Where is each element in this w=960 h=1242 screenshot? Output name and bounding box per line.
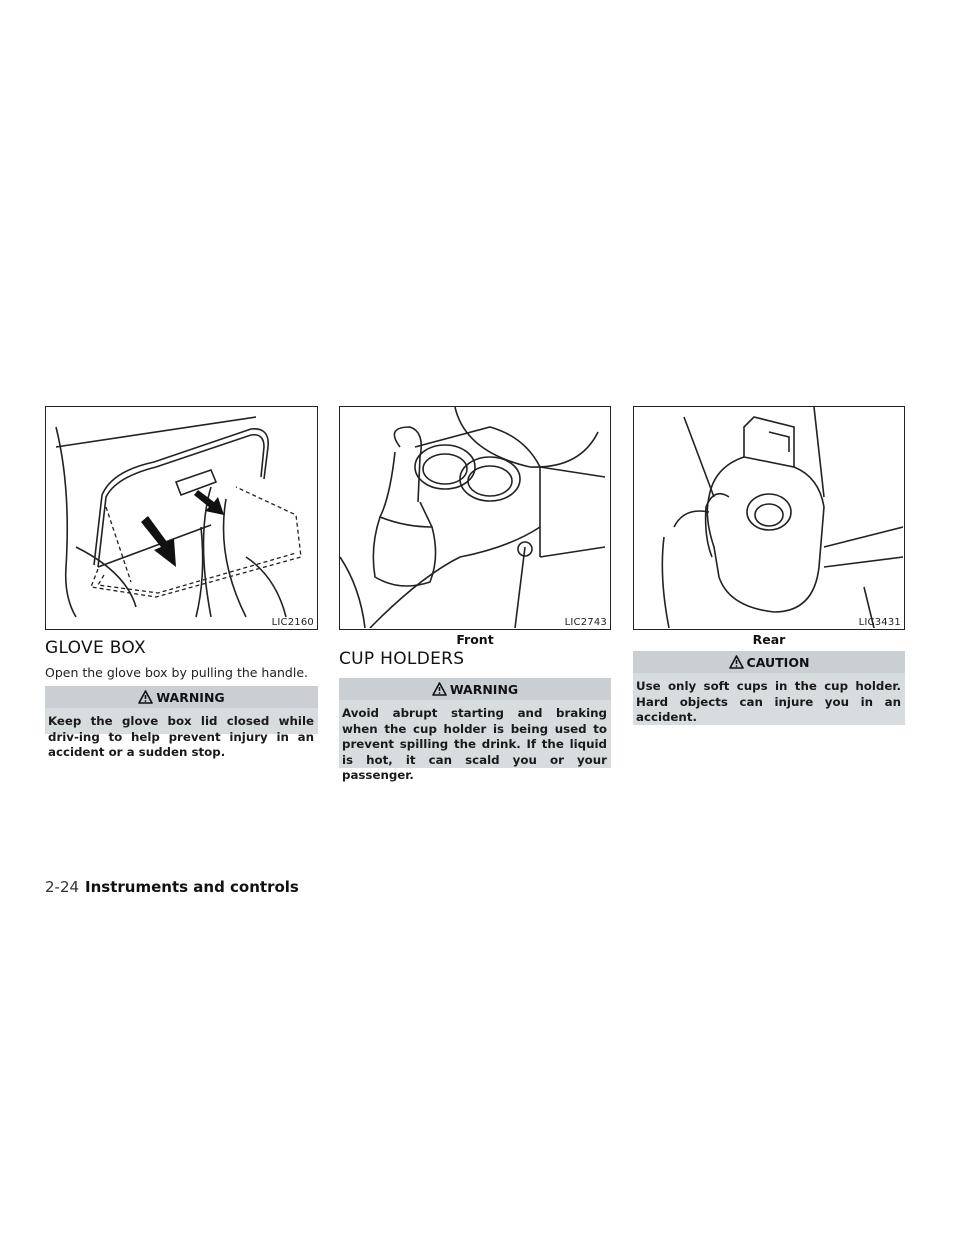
warning-header (339, 678, 611, 700)
caution-text: Use only soft cups in the cup holder. Hard objects can injure you in an accident. (636, 679, 901, 724)
glove-box-illustration (46, 407, 316, 628)
warning-triangle-icon (729, 655, 744, 669)
page-number: 2-24 (45, 878, 80, 896)
glove-box-warning (45, 686, 318, 759)
rear-cup-holder-figure (633, 406, 905, 630)
rear-cup-holder-illustration (634, 407, 903, 628)
glove-box-heading: GLOVE BOX (45, 638, 146, 658)
cup-holders-heading: CUP HOLDERS (339, 649, 465, 669)
caution-header (633, 651, 905, 673)
warning-triangle-icon (432, 682, 447, 696)
figure-id: LIC3431 (858, 617, 901, 628)
front-cup-holder-illustration (340, 407, 609, 628)
warning-triangle-icon (138, 690, 153, 704)
figure-id: LIC2160 (271, 617, 314, 628)
caution-label: CAUTION (746, 654, 810, 670)
warning-text: Avoid abrupt starting and braking when the cup holder is being used to prevent spilling the drink. If the liquid is hot, it can scald you or your passenger. (342, 706, 607, 782)
figure-caption-front: Front (456, 632, 494, 647)
glove-box-instructions: Open the glove box by pulling the handle. (45, 665, 309, 680)
section-title: Instruments and controls (85, 878, 299, 896)
warning-text: Keep the glove box lid closed while driv-ing to help prevent injury in an accident or a sudden stop. (48, 714, 314, 759)
glove-box-figure (45, 406, 318, 630)
cup-holder-caution (633, 651, 905, 725)
warning-label: WARNING (449, 681, 519, 697)
cup-holder-warning (339, 678, 611, 782)
front-cup-holder-figure (339, 406, 611, 630)
warning-header (45, 686, 318, 708)
warning-label: WARNING (156, 689, 225, 705)
figure-id: LIC2743 (564, 617, 607, 628)
figure-caption-rear: Rear (752, 632, 786, 647)
page-footer (45, 878, 299, 896)
